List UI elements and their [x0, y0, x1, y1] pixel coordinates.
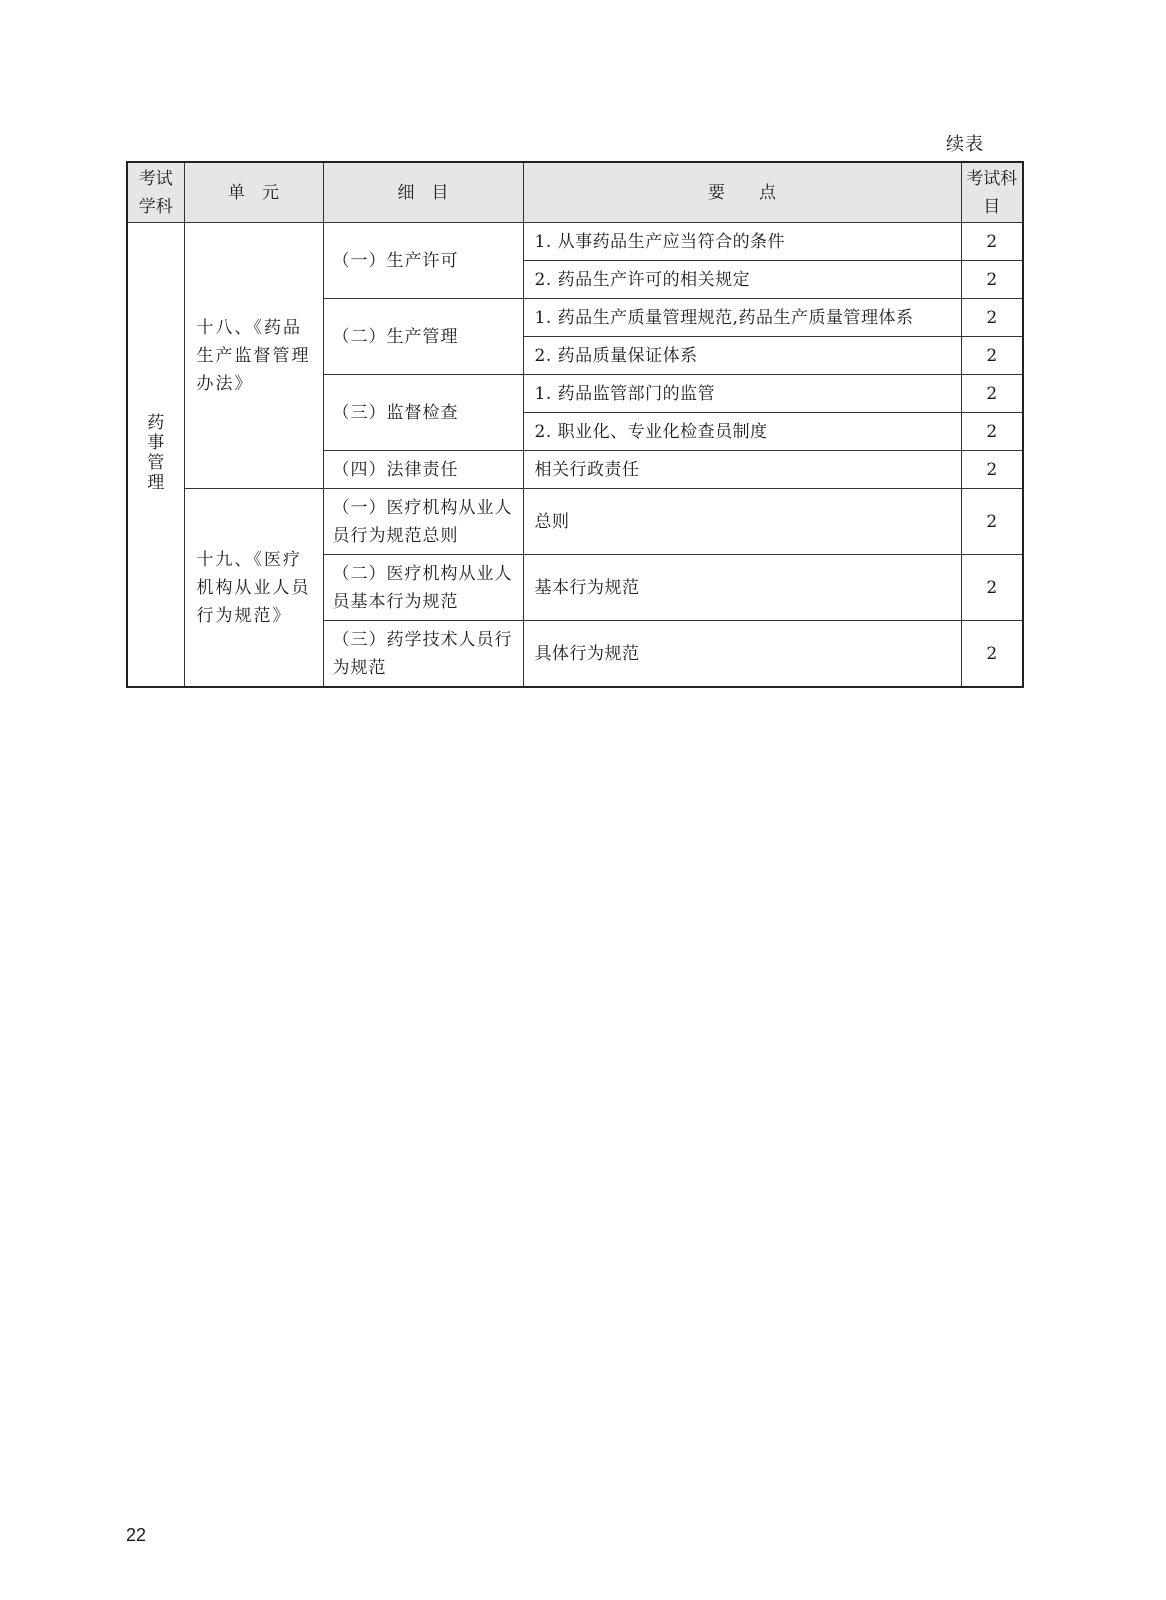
point-cell: 基本行为规范 [523, 555, 961, 621]
unit-18-cell: 十八、《药品生产监督管理办法》 [184, 223, 323, 489]
item-cell: （四）法律责任 [323, 451, 523, 489]
score-cell: 2 [961, 555, 1023, 621]
point-cell: 相关行政责任 [523, 451, 961, 489]
point-cell: 具体行为规范 [523, 621, 961, 688]
item-cell: （一）生产许可 [323, 223, 523, 299]
score-cell: 2 [961, 223, 1023, 261]
exam-syllabus-table [126, 161, 1024, 688]
item-cell: （二）医疗机构从业人员基本行为规范 [323, 555, 523, 621]
table-header-row [127, 162, 1023, 223]
point-cell: 1. 药品监管部门的监管 [523, 375, 961, 413]
point-cell: 2. 职业化、专业化检查员制度 [523, 413, 961, 451]
subject-cell [127, 223, 184, 688]
item-cell: （三）药学技术人员行为规范 [323, 621, 523, 688]
header-unit: 单 元 [184, 162, 323, 223]
score-cell: 2 [961, 451, 1023, 489]
header-item: 细 目 [323, 162, 523, 223]
continuation-label: 续表 [946, 134, 984, 155]
table-row [127, 223, 1023, 261]
score-cell: 2 [961, 489, 1023, 555]
point-cell: 1. 药品生产质量管理规范,药品生产质量管理体系 [523, 299, 961, 337]
unit-19-cell: 十九、《医疗机构从业人员行为规范》 [184, 489, 323, 688]
score-cell: 2 [961, 261, 1023, 299]
table-row [127, 489, 1023, 555]
point-cell: 2. 药品质量保证体系 [523, 337, 961, 375]
subject-label: 药事管理 [147, 412, 165, 493]
page-number: 22 [126, 1525, 147, 1545]
header-subject: 考试学科 [127, 162, 184, 223]
point-cell: 2. 药品生产许可的相关规定 [523, 261, 961, 299]
score-cell: 2 [961, 337, 1023, 375]
score-cell: 2 [961, 299, 1023, 337]
score-cell: 2 [961, 621, 1023, 688]
point-cell: 总则 [523, 489, 961, 555]
item-cell: （二）生产管理 [323, 299, 523, 375]
score-cell: 2 [961, 413, 1023, 451]
point-cell: 1. 从事药品生产应当符合的条件 [523, 223, 961, 261]
header-points: 要 点 [523, 162, 961, 223]
score-cell: 2 [961, 375, 1023, 413]
item-cell: （三）监督检查 [323, 375, 523, 451]
item-cell: （一）医疗机构从业人员行为规范总则 [323, 489, 523, 555]
header-exam-subject: 考试科目 [961, 162, 1023, 223]
